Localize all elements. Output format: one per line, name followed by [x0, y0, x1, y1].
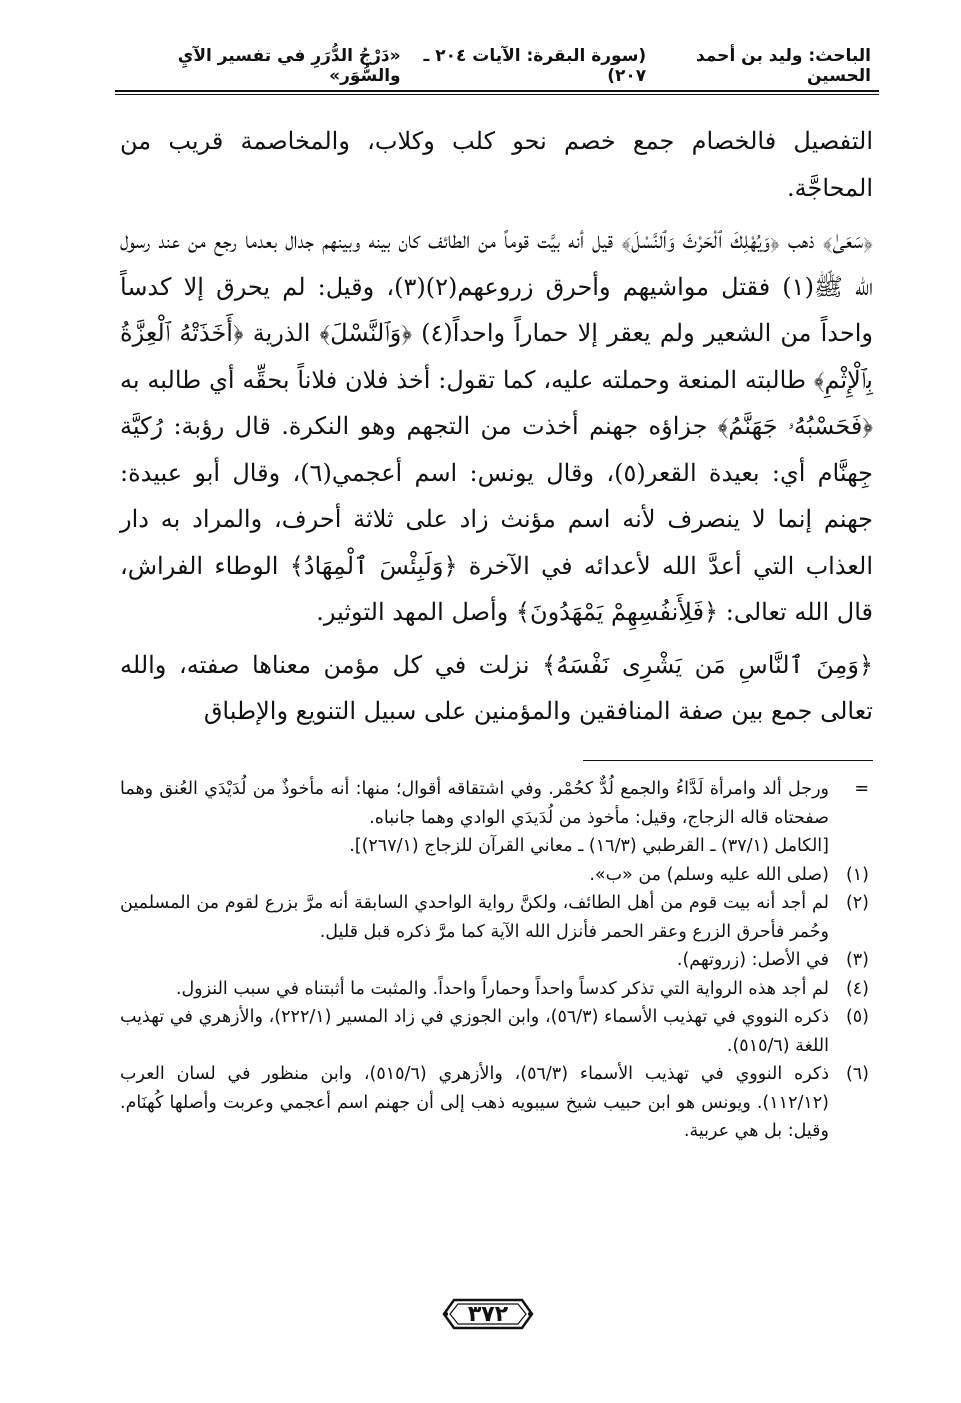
footnote-text: ذكره النووي في تهذيب الأسماء (٥٦/٣)، والأزهري (٥١٥/٦)، وابن منظور في لسان العرب (١١٢/١٢). ويونس هو ابن حبيب شيخ سيبويه ذهب إلى أن جهنم اسم أعجمي وعربت وأصلها كُهنَام. وقيل: بل هي عربية.: [120, 1064, 829, 1141]
footnote-continuation: [120, 775, 869, 832]
header-rule: [115, 90, 879, 92]
footnote-text: لم أجد هذه الرواية التي تذكر كدساً واحداً وحماراً واحداً. والمثبت ما أثبتناه في سبب النزول.: [175, 978, 829, 999]
footnote-text: لم أجد أنه بيت قوم من أهل الطائف، ولكنَّ رواية الواحدي السابقة أنه مرَّ بزرع لقوم من المسلمين وحُمر فأحرق الزرع وعقر الحمر فأنزل الله الآية كما مرَّ ذكره قبل قليل.: [120, 893, 829, 942]
footnote-number: (٤): [845, 978, 869, 999]
paragraph: ﴿سَعَىٰ﴾ ذهب ﴿وَيُهْلِكَ ٱلْحَرْثَ وَٱلنَّسْلَ﴾ قيل أنه بيَّت قوماً من الطائف كان بينه وبينهم جدال بعدما رجع من عند رسول الله ﷺ(١) فقتل مواشيهم وأحرق زروعهم(٢)(٣)، وقيل: لم يحرق إلا كدساً واحداً من الشعير ولم يعقر إلا حماراً واحداً(٤) ﴿وَٱلنَّسْلَ﴾ الذرية ﴿أَخَذَتْهُ ٱلْعِزَّةُ بِٱلْإِثْمِ﴾ طالبته المنعة وحملته عليه، كما تقول: أخذ فلان فلاناً بحقِّه أي طالبه به ﴿فَحَسْبُهُۥ جَهَنَّمُ﴾ جزاؤه جهنم أخذت من التجهم وهو النكرة. قال رؤبة: رُكيَّة جِهنَّام أي: بعيدة القعر(٥)، وقال يونس: اسم أعجمي(٦)، وقال أبو عبيدة: جهنم إنما لا ينصرف لأنه اسم مؤنث زاد على ثلاثة أحرف، والمراد به دار العذاب التي أعدَّ الله لأعدائه في الآخرة ﴿وَلَبِئْسَ ٱلْمِهَادُ﴾ الوطاء الفراش، قال الله تعالى: ﴿فَلِأَنفُسِهِمْ يَمْهَدُونَ﴾ وأصل المهد التوثير.: [120, 226, 873, 626]
continuation-mark: =: [854, 779, 869, 799]
header-book-title: «دَرْجُ الدُّرَرِ في تفسير الآيِ والسُّوَر»: [177, 46, 401, 86]
footnote-text: (صلى الله عليه وسلم) من «ب».: [589, 864, 829, 885]
header-rule-thin: [115, 94, 879, 95]
footnote-sources: [120, 832, 869, 861]
footnote-item: [120, 946, 869, 975]
footnote-number: (٥): [845, 1007, 869, 1027]
footnote-item: [120, 861, 869, 890]
footnote-item: [120, 1060, 869, 1146]
footnote-number: (٢): [845, 893, 869, 913]
page-number-ornament: [440, 1296, 536, 1332]
footnote-number: (٦): [845, 1064, 869, 1084]
header-author: الباحث: وليد بن أحمد الحسين: [695, 46, 871, 86]
page-number: ٣٧٢: [467, 1301, 509, 1327]
header-surah: (سورة البقرة: الآيات ٢٠٤ ـ ٢٠٧): [423, 46, 647, 86]
footnotes: [120, 775, 869, 1146]
footnote-text: ذكره النووي في تهذيب الأسماء (٥٦/٣)، وابن الجوزي في زاد المسير (٢٢٢/١)، والأزهري في تهذيب اللغة (٥١٥/٦).: [120, 1007, 829, 1056]
footnote-number: (٣): [845, 950, 869, 970]
footnote-text: ورجل ألد وامرأة لَدَّاءُ والجمع لُدٌّ كحُمْر. وفي اشتقاقه أقوال؛ منها: أنه مأخوذٌ من لُدَيْدَي العُنق وهما صفحتاه قاله الزجاج، وقيل: مأخوذ من لُدَيدَي الوادي وهما جانباه.: [120, 779, 829, 828]
footnote-item: [120, 1003, 869, 1060]
footnote-text: في الأصل: (زروتهم).: [676, 950, 829, 970]
sources-text: [الكامل (٣٧/١) ـ القرطبي (١٦/٣) ـ معاني القرآن للزجاج (٢٦٧/١)].: [349, 836, 829, 856]
main-text: [120, 118, 873, 735]
footnote-number: (١): [845, 864, 869, 885]
footnote-item: [120, 975, 869, 1004]
footnote-separator: [583, 760, 873, 761]
paragraph: ﴿وَمِنَ ٱلنَّاسِ مَن يَشْرِى نَفْسَهُ﴾ نزلت في كل مؤمن معناها صفته، والله تعالى جمع بين صفة المنافقين والمؤمنين على سبيل التنويع والإطباق: [120, 650, 874, 725]
running-header: [125, 46, 871, 86]
paragraph: التفصيل فالخصام جمع خصم نحو كلب وكلاب، والمخاصمة قريب من المحاجَّة.: [120, 127, 873, 202]
footnote-item: [120, 889, 869, 946]
